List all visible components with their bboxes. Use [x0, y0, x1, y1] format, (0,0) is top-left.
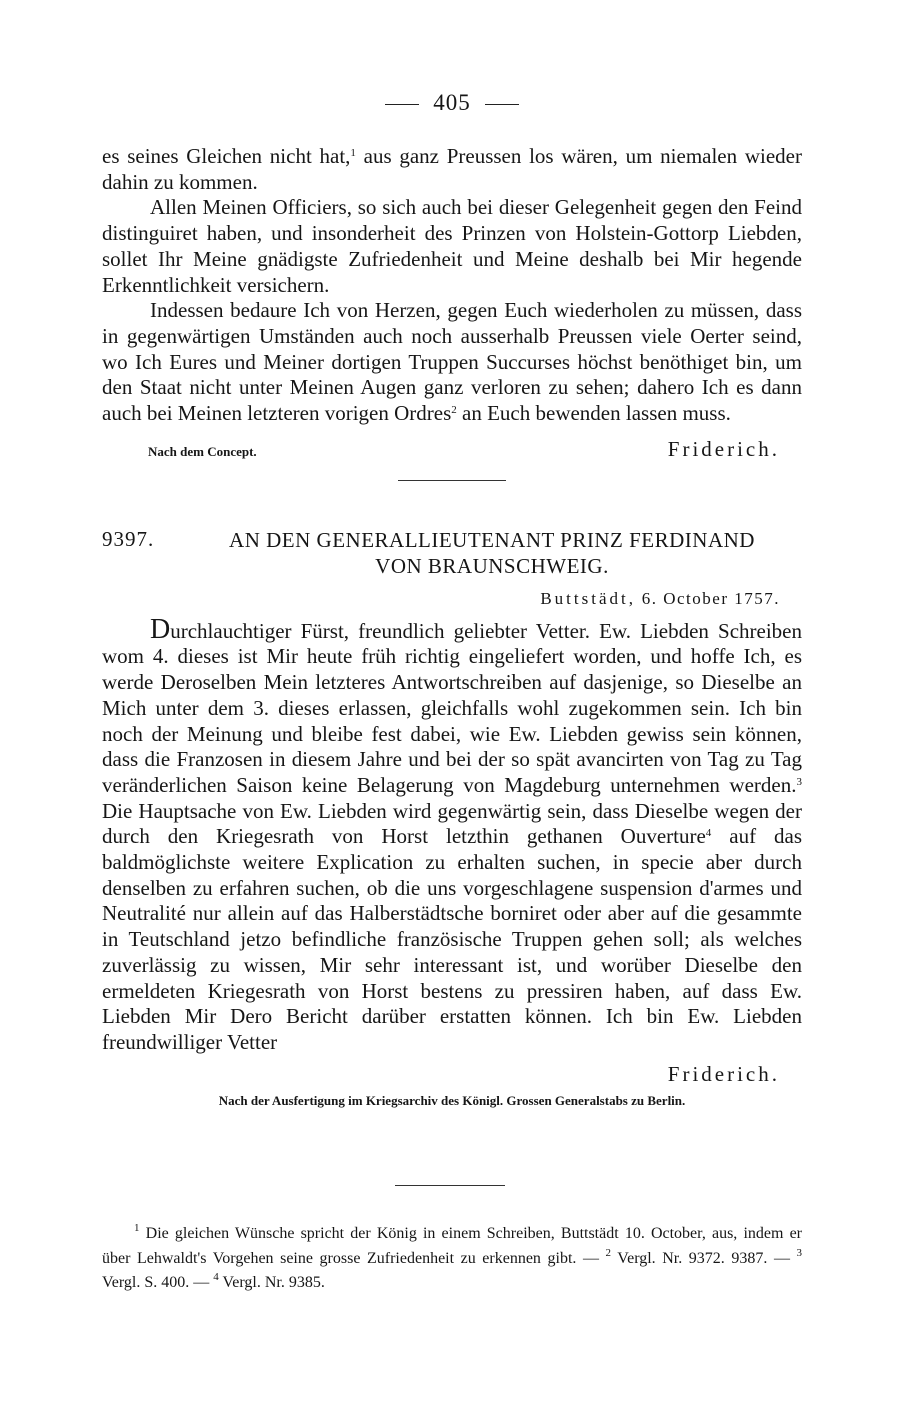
- footnote-mark-2: 2: [605, 1246, 612, 1259]
- footnote-ref-2[interactable]: 2: [451, 404, 457, 417]
- footnotes: [102, 1222, 802, 1296]
- footnote-mark-4: 4: [213, 1271, 219, 1283]
- letter-addressee: [182, 527, 802, 579]
- source-note-1: Nach dem Concept.: [148, 443, 257, 459]
- letter-dateline: [102, 589, 780, 609]
- letter-body-text-b: Die Hauptsache von Ew. Liebden wird gegenwärtig sein, dass Dieselbe wegen der durch den Kriegesrath von Horst letzthin gethanen Ouverture: [102, 798, 802, 849]
- section-divider: [398, 480, 506, 481]
- footnote-ref-3[interactable]: 3: [796, 775, 802, 788]
- letter-number: 9397.: [102, 526, 155, 551]
- letter-heading: [102, 527, 802, 579]
- footnote-mark-3: 3: [796, 1246, 803, 1259]
- paragraph-3: [102, 298, 802, 427]
- footnote-block: [102, 1222, 802, 1296]
- header-dash-left: [385, 104, 419, 105]
- letter-body: [102, 613, 802, 1056]
- source-note-2: Nach der Ausfertigung im Kriegsarchiv des Königl. Grossen Generalstabs zu Berlin.: [218, 1092, 686, 1108]
- page-content: [102, 90, 802, 1109]
- footnote-3-text: Vergl. S. 400. —: [102, 1274, 214, 1291]
- paragraph-1-text-cont: aus ganz Preussen los wären, um niemalen wieder dahin zu kommen.: [102, 144, 802, 194]
- footnote-ref-1[interactable]: 1: [350, 147, 356, 159]
- footnote-1-text: Die gleichen Wünsche spricht der König in einem Schreiben, Buttstädt 10. October, aus, indem er über Lehwaldt's Vorgehen seine grosse Zufriedenheit zu erkennen gibt. —: [102, 1225, 802, 1267]
- page-header: [102, 90, 802, 116]
- letter-body-text-c: auf das baldmöglichste weitere Explication zu erhalten suchen, in specie aber durch denselben zu erfahren suchen, ob die uns vorgeschlagene suspension d'armes und Neutralité nur allein auf das Halberstädtsche borniret oder aber auf die gesammte in Teutschland jetzo befindliche französische Truppen gehen soll; als welches zuverlässig zu wissen, Mir sehr interessant ist, und worüber Dieselbe den ermeldeten Kriegesrath von Horst bestens zu pressiren haben, auf dass Ew. Liebden Mir Dero Bericht darüber erstatten können. Ich bin Ew. Liebden freundwilliger Vetter: [102, 824, 802, 1054]
- signature-row-1: [102, 437, 802, 462]
- letter-initial: D: [150, 613, 171, 645]
- letter-place: Buttstädt,: [540, 588, 636, 608]
- signature-row-2: [102, 1062, 802, 1087]
- paragraph-1-text: es seines Gleichen nicht hat,: [102, 144, 351, 168]
- addressee-line-2: VON BRAUNSCHWEIG.: [375, 553, 609, 578]
- signature-1: Friderich.: [667, 436, 780, 461]
- page-number: 405: [433, 90, 471, 115]
- paragraph-3-text: Indessen bedaure Ich von Herzen, gegen Euch wiederholen zu müssen, dass in gegenwärtigen Umständen auch noch ausserhalb Preussen viele Oerter seind, wo Ich Eures und Meiner dortigen Truppen Succurses höchst benöthiget bin, um den Staat nicht unter Meinen Augen ganz verloren zu sehen; dahero Ich es dann auch bei Meinen letzteren vorigen Ordres: [102, 298, 802, 426]
- footnote-ref-4[interactable]: 4: [705, 827, 712, 840]
- paragraph-2: Allen Meinen Officiers, so sich auch bei dieser Gelegenheit gegen den Feind distinguiret haben, und insonderheit des Prinzen von Holstein-Gottorp Liebden, sollet Ihr Meine gnädigste Zufriedenheit und Meine deshalb bei Mir hegende Erkenntlichkeit versichern.: [102, 195, 802, 297]
- header-dash-right: [485, 104, 519, 105]
- signature-2: Friderich.: [667, 1061, 780, 1086]
- footnote-mark-1: 1: [134, 1222, 140, 1234]
- paragraph-1: [102, 144, 802, 195]
- footnote-4-text: Vergl. Nr. 9385.: [218, 1274, 325, 1291]
- letter-body-text-a: urchlauchtiger Fürst, freundlich geliebter Vetter. Ew. Liebden Schreiben wom 4. dieses ist Mir heute früh richtig eingeliefert worden, und hoffe Ich, es werde Deroselben Mein letzteres Antwortschreiben auf dasjenige, so Dieselbe an Mich unter dem 3. dieses erlassen, gleichfalls wohl zugekommen sein. Ich bin noch der Meinung und bleibe fest dabei, wie Ew. Liebden gewiss sein können, dass die Franzosen in diesem Jahre und bei der so spät avancirten von Tag zu Tag veränderlichen Saison keine Belagerung von Magdeburg unternehmen werden.: [102, 618, 802, 797]
- addressee-line-1: AN DEN GENERALLIEUTENANT PRINZ FERDINAND: [229, 527, 755, 552]
- letter-date: 6. October 1757.: [641, 588, 780, 608]
- paragraph-3-text-cont: an Euch bewenden lassen muss.: [456, 401, 731, 426]
- footnote-2-text: Vergl. Nr. 9372. 9387. —: [611, 1249, 797, 1267]
- footnote-divider: [395, 1185, 505, 1186]
